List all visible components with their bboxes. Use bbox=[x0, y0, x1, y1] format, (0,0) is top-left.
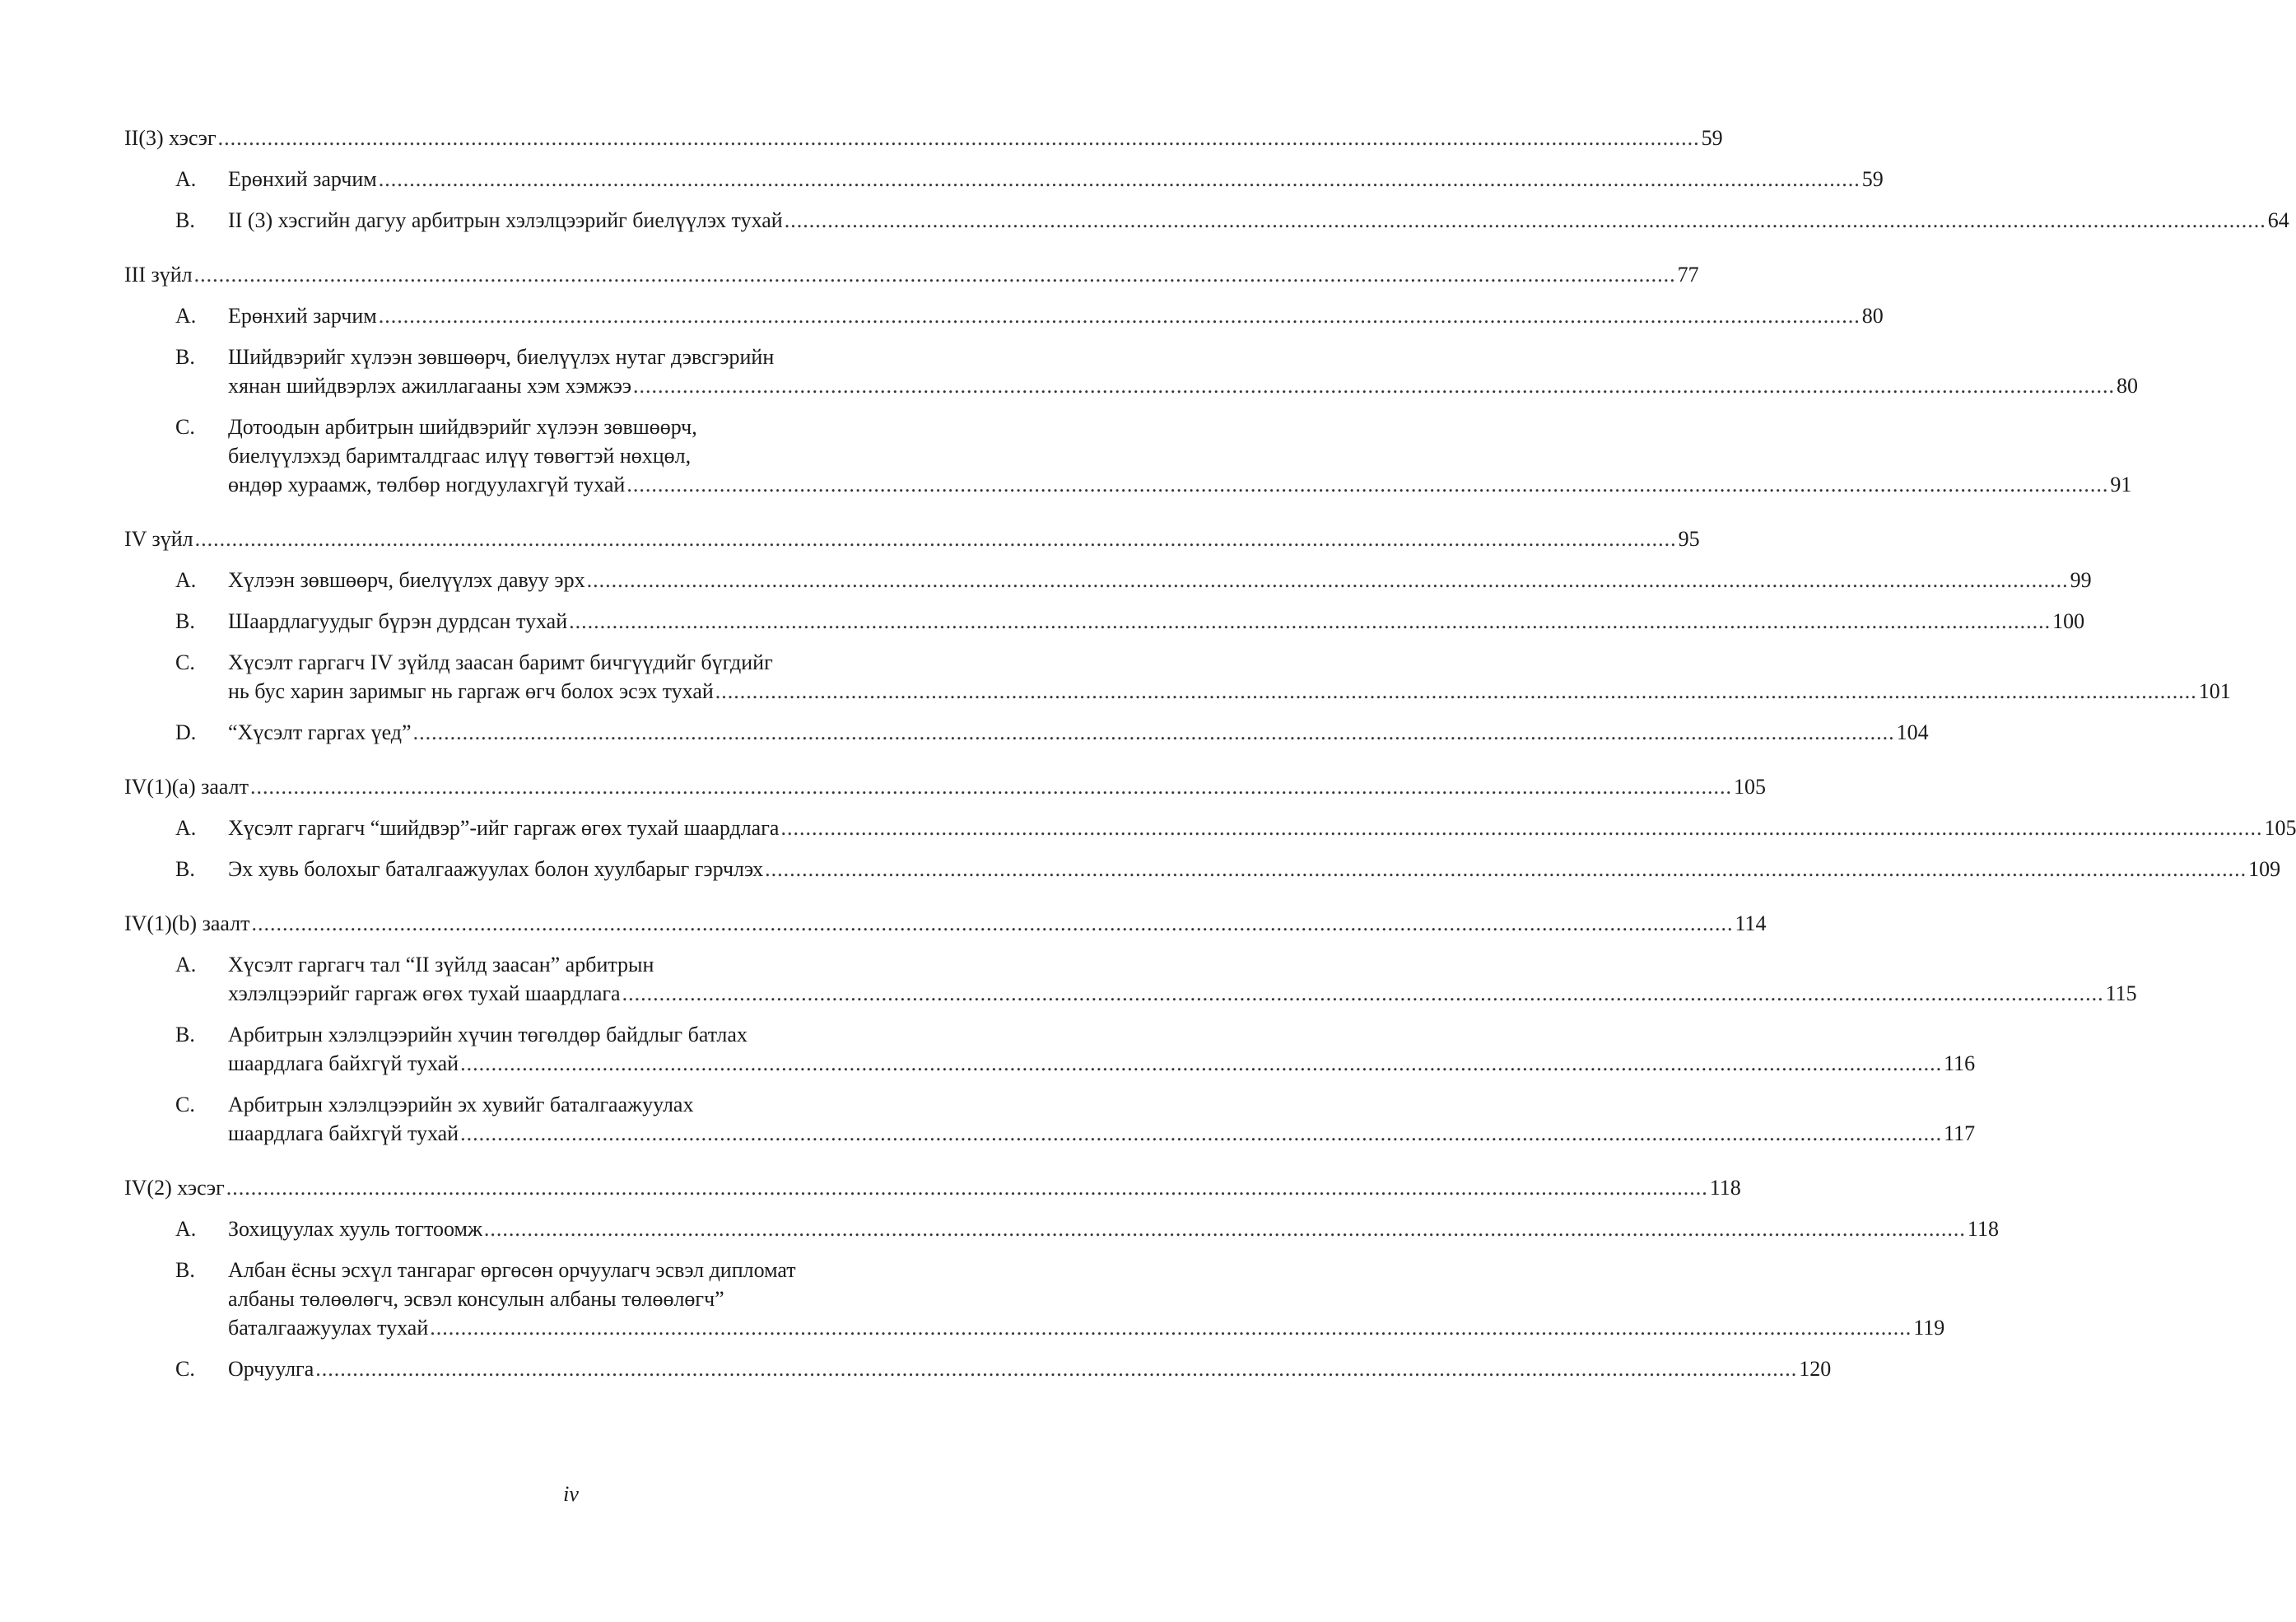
toc-heading-page: 77 bbox=[1677, 263, 1699, 287]
toc-heading-title: IV(1)(a) заалт bbox=[124, 775, 249, 799]
toc-entry-title: хянан шийдвэрлэх ажиллагааны хэм хэмжээ bbox=[228, 374, 632, 398]
dot-leader bbox=[460, 1049, 1942, 1078]
toc-entry-body bbox=[228, 206, 2289, 235]
toc-entry-body bbox=[228, 607, 2084, 636]
toc-entry-title: шаардлага байхгүй тухай bbox=[228, 1121, 459, 1145]
toc-section bbox=[124, 772, 2296, 883]
dot-leader bbox=[379, 301, 1861, 330]
dot-leader bbox=[633, 371, 2115, 400]
dot-leader bbox=[315, 1354, 1797, 1383]
toc-entry-body bbox=[228, 1256, 1944, 1342]
toc-section bbox=[124, 1173, 1999, 1383]
dot-leader bbox=[765, 855, 2247, 883]
toc-entry[interactable] bbox=[124, 343, 2139, 400]
toc-entry[interactable] bbox=[124, 1354, 1832, 1383]
toc-entry-body bbox=[228, 566, 2092, 594]
toc-entry-title: Ерөнхий зарчим bbox=[228, 167, 377, 191]
toc-entry[interactable] bbox=[124, 855, 2281, 883]
dot-leader bbox=[226, 1173, 1708, 1202]
toc-entry-line: албаны төлөөлөгч, эсвэл консулын албаны төлөөлөгч” bbox=[228, 1287, 724, 1311]
toc-entry-page: 119 bbox=[1913, 1316, 1945, 1340]
dot-leader bbox=[218, 124, 1700, 152]
toc-entry-body bbox=[228, 813, 2296, 842]
toc-entry-last-line bbox=[228, 813, 2296, 842]
toc-entry-last-line bbox=[228, 718, 1929, 747]
toc-entry-page: 64 bbox=[2267, 208, 2289, 232]
toc-entry-line: биелүүлэхэд баримталдгаас илүү төвөгтэй нөхцөл, bbox=[228, 444, 692, 468]
toc-entry-last-line bbox=[228, 206, 2289, 235]
dot-leader bbox=[715, 677, 2197, 706]
toc-entry[interactable] bbox=[124, 1256, 1945, 1342]
toc-entry-line: Арбитрын хэлэлцээрийн хүчин төгөлдөр байдлыг батлах bbox=[228, 1023, 747, 1046]
toc-entry-page: 80 bbox=[2117, 374, 2139, 398]
toc-entry-letter: A. bbox=[175, 816, 197, 840]
toc-heading-title: III зүйл bbox=[124, 263, 193, 287]
toc-entry-page: 100 bbox=[2052, 609, 2085, 633]
toc-entry-last-line bbox=[228, 1214, 1999, 1243]
dot-leader bbox=[413, 718, 1895, 747]
dot-leader bbox=[430, 1313, 1912, 1342]
toc-entry-last-line bbox=[228, 1354, 1831, 1383]
dot-leader bbox=[780, 813, 2262, 842]
dot-leader bbox=[379, 165, 1861, 193]
toc-entry-body bbox=[228, 1090, 1975, 1148]
toc-entry-letter: B. bbox=[175, 208, 195, 232]
toc-entry-page: 80 bbox=[1861, 304, 1884, 328]
toc-entry[interactable] bbox=[124, 813, 2296, 842]
dot-leader bbox=[250, 772, 1732, 801]
table-of-contents bbox=[124, 124, 2296, 1409]
toc-entry-body bbox=[228, 301, 1884, 330]
toc-heading-page: 95 bbox=[1678, 527, 1700, 551]
toc-entry-letter: B. bbox=[175, 1258, 195, 1282]
toc-heading-page: 118 bbox=[1709, 1176, 1741, 1200]
toc-entry-letter: A. bbox=[175, 568, 197, 592]
toc-entry[interactable] bbox=[124, 648, 2231, 706]
toc-entry-last-line bbox=[228, 165, 1884, 193]
toc-heading[interactable] bbox=[124, 772, 1767, 801]
dot-leader bbox=[195, 524, 1677, 553]
toc-entry-letter: B. bbox=[175, 345, 195, 369]
toc-entry-last-line bbox=[228, 1119, 1975, 1148]
toc-section bbox=[124, 260, 2139, 499]
toc-entry-body bbox=[228, 718, 1929, 747]
toc-entry[interactable] bbox=[124, 950, 2137, 1008]
toc-entry-title: хэлэлцээрийг гаргаж өгөх тухай шаардлага bbox=[228, 981, 621, 1005]
toc-entry-body bbox=[228, 165, 1884, 193]
toc-entry-line: Шийдвэрийг хүлээн зөвшөөрч, биелүүлэх нутаг дэвсгэрийн bbox=[228, 345, 775, 369]
toc-heading[interactable] bbox=[124, 124, 1723, 152]
toc-entry-page: 91 bbox=[2110, 473, 2132, 496]
toc-entry-page: 116 bbox=[1944, 1051, 1976, 1075]
toc-entry-last-line bbox=[228, 677, 2231, 706]
toc-entry-page: 109 bbox=[2248, 857, 2281, 881]
dot-leader bbox=[194, 260, 1676, 289]
toc-heading[interactable] bbox=[124, 1173, 1741, 1202]
toc-entry-page: 99 bbox=[2070, 568, 2092, 592]
toc-entry-last-line bbox=[228, 1313, 1944, 1342]
toc-entry-page: 105 bbox=[2264, 816, 2296, 840]
toc-entry-title: Орчуулга bbox=[228, 1357, 314, 1381]
dot-leader bbox=[460, 1119, 1942, 1148]
dot-leader bbox=[626, 470, 2108, 499]
toc-entry-letter: B. bbox=[175, 1023, 195, 1046]
toc-entry-title: “Хүсэлт гаргах үед” bbox=[228, 720, 412, 744]
toc-heading[interactable] bbox=[124, 909, 1767, 938]
toc-heading-title: IV зүйл bbox=[124, 527, 193, 551]
toc-entry[interactable] bbox=[124, 718, 1929, 747]
toc-heading-title: IV(1)(b) заалт bbox=[124, 911, 250, 935]
toc-entry-title: өндөр хураамж, төлбөр ногдуулахгүй тухай bbox=[228, 473, 626, 496]
toc-entry-letter: B. bbox=[175, 609, 195, 633]
toc-entry-page: 120 bbox=[1799, 1357, 1832, 1381]
toc-entry-title: Хүлээн зөвшөөрч, биелүүлэх давуу эрх bbox=[228, 568, 585, 592]
toc-entry[interactable] bbox=[124, 301, 1884, 330]
toc-entry[interactable] bbox=[124, 607, 2085, 636]
toc-entry-title: нь бус харин заримыг нь гаргаж өгч болох эсэх тухай bbox=[228, 679, 714, 703]
toc-entry-page: 59 bbox=[1861, 167, 1884, 191]
toc-entry-body bbox=[228, 1020, 1975, 1078]
toc-entry-last-line bbox=[228, 1049, 1975, 1078]
toc-entry-title: шаардлага байхгүй тухай bbox=[228, 1051, 459, 1075]
page-number: iv bbox=[563, 1482, 579, 1506]
toc-entry[interactable] bbox=[124, 165, 1884, 193]
toc-entry-title: Хүсэлт гаргагч “шийдвэр”-ийг гаргаж өгөх тухай шаардлага bbox=[228, 816, 780, 840]
dot-leader bbox=[569, 607, 2051, 636]
toc-entry-last-line bbox=[228, 470, 2131, 499]
toc-section bbox=[124, 909, 2137, 1148]
toc-entry-body bbox=[228, 412, 2131, 499]
toc-entry-body bbox=[228, 855, 2280, 883]
toc-entry-letter: A. bbox=[175, 1217, 197, 1241]
toc-entry-last-line bbox=[228, 566, 2092, 594]
dot-leader bbox=[785, 206, 2266, 235]
toc-entry-title: Шаардлагуудыг бүрэн дурдсан тухай bbox=[228, 609, 568, 633]
toc-entry-letter: C. bbox=[175, 650, 195, 674]
toc-heading-title: II(3) хэсэг bbox=[124, 126, 217, 150]
toc-entry-letter: A. bbox=[175, 953, 197, 976]
dot-leader bbox=[484, 1214, 1966, 1243]
toc-entry-letter: C. bbox=[175, 1093, 195, 1116]
toc-entry-page: 118 bbox=[1967, 1217, 1999, 1241]
toc-entry-line: Арбитрын хэлэлцээрийн эх хувийг баталгаажуулах bbox=[228, 1093, 694, 1116]
toc-entry[interactable] bbox=[124, 412, 2132, 499]
toc-entry-letter: D. bbox=[175, 720, 197, 744]
toc-heading-title: IV(2) хэсэг bbox=[124, 1176, 225, 1200]
toc-heading-page: 59 bbox=[1701, 126, 1723, 150]
toc-entry-last-line bbox=[228, 979, 2137, 1008]
toc-entry-letter: A. bbox=[175, 167, 197, 191]
toc-entry-last-line bbox=[228, 607, 2084, 636]
toc-heading-page: 114 bbox=[1735, 911, 1767, 935]
toc-entry[interactable] bbox=[124, 206, 2289, 235]
toc-entry-line: Хүсэлт гаргагч IV зүйлд заасан баримт бичгүүдийг бүгдийг bbox=[228, 650, 773, 674]
toc-entry-page: 104 bbox=[1896, 720, 1929, 744]
toc-entry-title: II (3) хэсгийн дагуу арбитрын хэлэлцээрийг биелүүлэх тухай bbox=[228, 208, 783, 232]
toc-entry-letter: A. bbox=[175, 304, 197, 328]
toc-entry-letter: B. bbox=[175, 857, 195, 881]
toc-entry-title: Зохицуулах хууль тогтоомж bbox=[228, 1217, 482, 1241]
toc-entry-letter: C. bbox=[175, 415, 195, 439]
toc-heading-page: 105 bbox=[1734, 775, 1767, 799]
toc-entry[interactable] bbox=[124, 566, 2092, 594]
toc-entry-body bbox=[228, 648, 2231, 706]
toc-entry-letter: C. bbox=[175, 1357, 195, 1381]
toc-entry-title: Ерөнхий зарчим bbox=[228, 304, 377, 328]
toc-entry-title: Эх хувь болохыг баталгаажуулах болон хуулбарыг гэрчлэх bbox=[228, 857, 764, 881]
dot-leader bbox=[251, 909, 1733, 938]
toc-entry-page: 117 bbox=[1944, 1121, 1976, 1145]
toc-heading[interactable] bbox=[124, 260, 1699, 289]
toc-entry-title: баталгаажуулах тухай bbox=[228, 1316, 429, 1340]
toc-entry-last-line bbox=[228, 371, 2138, 400]
toc-entry-line: Хүсэлт гаргагч тал “II зүйлд заасан” арбитрын bbox=[228, 953, 654, 976]
toc-section bbox=[124, 124, 2289, 235]
toc-entry[interactable] bbox=[124, 1214, 1999, 1243]
dot-leader bbox=[587, 566, 2069, 594]
toc-entry-page: 115 bbox=[2105, 981, 2137, 1005]
toc-entry-body bbox=[228, 343, 2138, 400]
toc-heading[interactable] bbox=[124, 524, 1700, 553]
toc-entry-body bbox=[228, 950, 2137, 1008]
toc-entry-page: 101 bbox=[2198, 679, 2231, 703]
toc-entry-body bbox=[228, 1354, 1831, 1383]
toc-entry-line: Дотоодын арбитрын шийдвэрийг хүлээн зөвшөөрч, bbox=[228, 415, 697, 439]
toc-entry[interactable] bbox=[124, 1090, 1976, 1148]
toc-entry-body bbox=[228, 1214, 1999, 1243]
toc-entry-last-line bbox=[228, 301, 1884, 330]
toc-entry[interactable] bbox=[124, 1020, 1976, 1078]
dot-leader bbox=[622, 979, 2104, 1008]
toc-section bbox=[124, 524, 2231, 747]
toc-entry-line: Албан ёсны эсхүл тангараг өргөсөн орчуулагч эсвэл дипломат bbox=[228, 1258, 796, 1282]
toc-entry-last-line bbox=[228, 855, 2280, 883]
